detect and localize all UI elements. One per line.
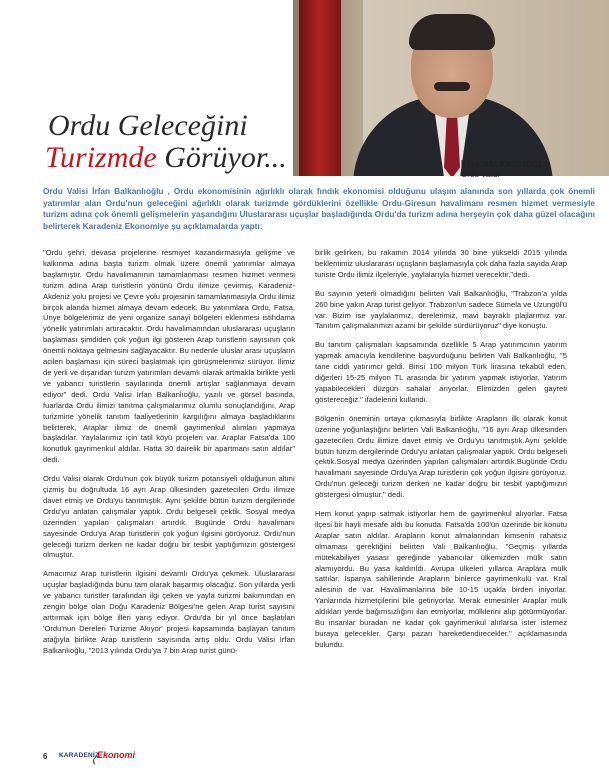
right-paragraph: Bu tanıtım çalışmaları kapsamında özellikle 5 Arap yatırımcının yatırım yapmak amacıyla kendilerine başvurduğunu belirten Vali Balkanlıoğlu, "5 tane ciddi yatırımcı geldi. Birisi 100 milyon Türk lirasına tekabül eden, diğerleri 15-25 milyon TL arasında bir yatırım yapmak istiyorlar. Yatırım yapabilecekleri düzgün sahalar arıyorlar. Elimizden gelen gayreti göstereceğiz." ifadelerini kullandı.	[315, 340, 567, 404]
right-paragraph: Bu sayının yeterli olmadığını belirten Vali Balkanlıoğlu, "Trabzon'a yılda 260 bine yakın Arap turist geliyor. Trabzon'un sadece Sümela ve Uzungöl'ü var. Bizim ise yaylalarımız, derelerimiz, mavi bayraklı plajlarımız var. Tanıtım çalışmalarımızı azami bir şekilde sürdürüyoruz" diye konuştu.	[315, 288, 567, 331]
governor-photo	[293, 0, 609, 176]
flag-drape	[299, 0, 341, 176]
left-column	[43, 248, 295, 665]
right-paragraph: Bölgenin öneminin ortaya çıkmasıyla birlikte Arapların ilk olarak konut üzerine yoğunlaştığını belirten Vali Balkanlıoğlu, "16 ayrı Arap ülkesinden gazetecileri Ordu ilimize davet etmiş ve Ordu'yu tanıtmıştık.Aynı şekilde bütün turizm dergilerinde Ordu'yu anlatan çalışmalar yaptık. Ordu belgeseli çektik.Sosyal medya üzerinden yapılan çalışmaları artırdık.Bugünde Ordu havalimanı sayesinde Ordu'ya Arap turistlerin çok yoğun ilgisini görüyoruz. Ordu'nun geleceği turizm derken ne kadar doğru bir tesbit yaptığımızın göstergesi olmuştur." dedi.	[315, 413, 567, 500]
hair-shape	[409, 14, 495, 50]
lead-paragraph: Ordu Valisi İrfan Balkanlıoğlu , Ordu ekonomisinin ağırlıklı olarak fındık ekonomisi olduğunu ulaşım alanında son yıllarda çok önemli yatırımlar alan Ordu'nun geleceğini ağırlıklı olarak turizmde gördüklerini özellikle Ordu-Giresun havalimanı resmen hizmet vermesiyle turizm adına çok önemli gelişmelerin yaşandığını Uluslararası uçuşlar başladığında Ordu'da turizm adına herşeyin çok daha güzel olacağını belirterek Karadeniz Ekonomiye şu açıklamalarda yaptı:	[43, 186, 595, 231]
photo-caption	[461, 160, 550, 180]
magazine-logo	[59, 750, 149, 764]
caption-name: İrfan BALKANLIOĞLU	[461, 160, 550, 169]
right-column	[315, 248, 567, 659]
article-title-line2	[45, 141, 287, 175]
left-paragraph: "Ordu şehri, devasa projelerine resmiyet kazandırmasıyla gelişme ve kalkınma adına başta turizm olmak üzere önemli yatırımlar almaya başlamıştır. Ordu havalimanının tamamlanması resmen hizmet vermesi turizm adına Arap turistlerin yönünü Ordu ilimize çevirmiş, Karadeniz-Akdeniz yolu projesi ve Çevre yolu projesinin tamamlanmasıyla Ordu ilimiz birçok alanda hizmet almaya devam edecek. Bu yatırımlara Ordu, Fatsa, Ünye bölgelerimiz de yeni organize sanayi bölgeleri eklenmesi istihdama yönelik yatırımları artıracaktır. Ordu havalimanından uluslararası uçuşların başlaması şimdiden çok yoğun ilgi gösteren Arap turistlerin sayısının çok önemli noktaya gelmesini sağlayacaktır. Bu nedenle uluslar arası uçuşların acilen başlaması için süreci başlatmak için görüşmelerimiz sürüyor. İlimiz de yerli ve dışarıdan turizm yatırımları devamlı olarak artmakla birlikte yerli ve yabancı turistlerin sayılarında önemli artışlar sağlanmaya devam ediyor" dedi. Ordu Valisi İrfan Balkanlıoğlu, yazılı ve görsel basında, fuarlarda Ordu ilimizi tanıtma çalışmalarımız olumlu sonuçlandığını, Arap turizmine yönelik tanıtım faaliyetlerinin kargılığını almaya başladıklarını belirterek, Araplar ilimiz de önemli gayrimenkul alımları yapmaya başladılar. Yaylalarımız için tatil köyü projeleri var. Araplar Fatsa'da 100 konutluk gayrimenkul aldılar. Hatta 30 dairelik bir apartmanı satın aldılar" dedi.	[43, 248, 295, 465]
logo-text-karadeniz: KARADENİZ	[59, 752, 100, 759]
moustache-shape	[434, 82, 470, 91]
left-paragraph: Ordu Valisi olarak Ordu'nun çok büyük turizm potansiyeli olduğunun altını çizmiş bu doğrultuda 16 ayrı Arap ülkesinden gazetecileri Ordu ilimize davet etmiş ve Ordu'yu tanıtmıştık. Aynı şekilde bütün turizm dergilerinde Ordu'yu anlatan çalışmalar yaptık. Ordu belgeseli çektik. Sosyal medya üzerinden yapılan çalışmaları artırdık. Bugünde Ordu havalimanı sayesinde Ordu'ya Arap turistlerin çok yoğun ilgisini görüyoruz. Ordu'nun geleceği turizm derken ne kadar doğru bir tesbit yaptığımızın göstergesi olmuştur.	[43, 474, 295, 560]
left-paragraph: Amacımız Arap turistlerin ilgisini devamlı Ordu'ya çekmek. Uluslararası uçuşlar başladığında bunu tam olarak başarmış olacağız. Son yıllarda yerli ve yabancı turistler tarafından ilgi çeken ve yayla turizmi bakımından en zengin bölge olan Doğu Karadeniz Bölgesi'ne gelen Arap turist sayısını arttırmak için bölge illeri yarış ediyor. Ordu'da bir yıl önce başlatılan 'Ordu'nun Dereleri Turizme Akıyor' projesi kapsamında başlayan tanıtım atağıyla birlikte Arap turistlerin sayısında artış oldu. Ordu Valisi İrfan Balkanlıoğlu, "2013 yılında Ordu'ya 7 bin Arap turist günü-	[43, 569, 295, 655]
title-rest: Görüyor...	[156, 141, 287, 174]
right-paragraph: birlik gelirken, bu rakamın 2014 yılında 30 bine yükseldi 2015 yılında beklentimiz uluslararası uçuşların başlamasıyla çok daha fazla sayıda Arap turiste Ordu ilimiz ilçeleriyle, yaylalarıyla hizmet verecektir."dedi.	[315, 248, 567, 279]
article-title-line1: Ordu Geleceğini	[48, 109, 248, 142]
title-highlight: Turizmde	[45, 141, 157, 174]
logo-text-ekonomi: Ekonomi	[97, 750, 136, 760]
caption-role: Ordu Valisi	[461, 170, 500, 179]
right-paragraph: Hem konut yapıp satmak istiyorlar hem de gayrimenkul alıyorlar. Fatsa ilçesi bir hayli mesafe aldı bu konuda. Fatsa'da 100'ün üzerinde bir konutu Araplar satın aldılar. Arapların konut almalarından kimsenin rahatsız olmaması gerektiğini belirten Vali Balkanlıoğlu, "Geçmiş yıllarda mütekabiliyet yasası gereğinde yabancılar ülkemizden mülk satın alamıyordu. Bu yasa kaldırıldı. Avrupa ülkeleri yıllarca Araplara mülk sattılar. İspanya sahillerinde Arapların binlerce gayrimenkulü var. Kral ailesinin de var. Havalimanlarına bile 10-15 uçakla birden iniyorlar. Yanlarında hizmetçilerini bile getiriyorlar. Merak etmesinler Araplar mülk aldıkları yerde bağımsızlığını ilan etmiyorlar, mülklerini alıp götürmüyorlar. Bu insanlar buradan ne kadar çok gayrimenkul alırlarsa ister istemez buraya gelecekler. Çarşı pazarı hareketlendirecekler." açıklamasında bulundu.	[315, 509, 567, 649]
page-number: 6	[43, 752, 48, 761]
